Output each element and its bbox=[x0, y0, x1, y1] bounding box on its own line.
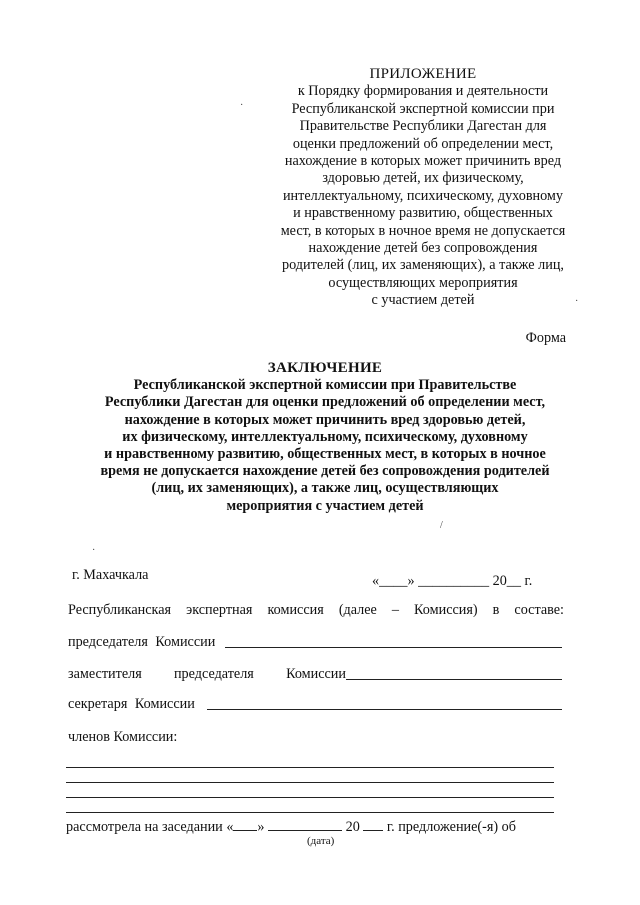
form-label: Форма bbox=[525, 330, 566, 346]
heading-line: (лиц, их заменяющих), а также лиц, осуществляющих bbox=[151, 480, 499, 497]
heading-line: время не допускается нахождение детей без сопровождения родителей bbox=[100, 463, 550, 480]
secretary-field[interactable] bbox=[68, 696, 562, 713]
appendix-line: и нравственному развитию, общественных bbox=[293, 205, 553, 222]
appendix-line: интеллектуальному, психическому, духовному bbox=[282, 187, 564, 204]
appendix-line: здоровью детей, их физическому, bbox=[322, 170, 524, 187]
secretary-label: секретаря Комиссии bbox=[68, 696, 195, 712]
appendix-title: ПРИЛОЖЕНИЕ bbox=[369, 66, 477, 82]
scan-speck: · bbox=[575, 296, 579, 307]
date-caption: (дата) bbox=[307, 835, 335, 847]
members-input-line[interactable] bbox=[66, 767, 554, 768]
scan-speck: · bbox=[92, 545, 96, 556]
heading-line: нахождение в которых может причинить вред здоровью детей, bbox=[124, 411, 526, 428]
deputy-label-word: заместителя bbox=[68, 666, 142, 682]
reviewed-prefix: рассмотрела на заседании « bbox=[66, 819, 234, 835]
scan-speck: · bbox=[240, 100, 244, 111]
scan-speck: / bbox=[440, 520, 443, 531]
heading-line: их физическому, интеллектуальному, психическому, духовному bbox=[122, 428, 528, 445]
date-field[interactable]: «____» __________ 20__ г. bbox=[372, 573, 533, 589]
deputy-label bbox=[68, 666, 346, 683]
heading-line: мероприятия с участием детей bbox=[226, 497, 424, 514]
chair-input-line[interactable] bbox=[225, 646, 562, 648]
appendix-line: осуществляющих мероприятия bbox=[328, 274, 518, 291]
secretary-input-line[interactable] bbox=[207, 708, 562, 710]
reviewed-quote: » bbox=[257, 819, 265, 835]
members-input-line[interactable] bbox=[66, 782, 554, 783]
deputy-label-word: Комиссии bbox=[286, 666, 346, 682]
appendix-line: мест, в которых в ночное время не допускается bbox=[280, 222, 566, 239]
members-input-line[interactable] bbox=[66, 797, 554, 798]
reviewed-suffix: г. предложение(-я) об bbox=[386, 819, 516, 835]
reviewed-line bbox=[66, 818, 558, 836]
chair-field[interactable] bbox=[68, 634, 562, 651]
chair-label: председателя Комиссии bbox=[68, 634, 216, 650]
conclusion-title: ЗАКЛЮЧЕНИЕ bbox=[267, 360, 383, 376]
reviewed-year: 20 bbox=[345, 819, 360, 835]
heading-line: Республиканской экспертной комиссии при Правительстве bbox=[133, 377, 517, 394]
committee-text: Республиканская экспертная комиссия (далее – Комиссия) в составе: bbox=[68, 602, 564, 618]
conclusion-heading bbox=[60, 360, 590, 515]
deputy-label-word: председателя bbox=[173, 666, 254, 682]
year-blank[interactable] bbox=[363, 818, 383, 831]
deputy-field[interactable] bbox=[68, 666, 562, 683]
appendix-line: с участием детей bbox=[371, 292, 475, 309]
month-blank[interactable] bbox=[268, 818, 342, 831]
appendix-line: Республиканской экспертной комиссии при bbox=[291, 100, 555, 117]
appendix-line: нахождение в которых может причинить вред bbox=[284, 153, 562, 170]
appendix-line: оценки предложений об определении мест, bbox=[292, 135, 554, 152]
heading-line: Республики Дагестан для оценки предложений об определении мест, bbox=[104, 394, 546, 411]
appendix-line: родителей (лиц, их заменяющих), а также лиц, bbox=[282, 257, 564, 274]
appendix-line: Правительстве Республики Дагестан для bbox=[299, 118, 547, 135]
members-label: членов Комиссии: bbox=[68, 729, 178, 745]
heading-line: и нравственному развитию, общественных мест, в которых в ночное bbox=[104, 446, 546, 463]
appendix-block bbox=[262, 66, 584, 310]
day-blank[interactable] bbox=[233, 818, 257, 831]
city-label: г. Махачкала bbox=[72, 567, 149, 583]
deputy-input-line[interactable] bbox=[346, 678, 562, 680]
appendix-line: к Порядку формирования и деятельности bbox=[297, 83, 549, 100]
members-input-line[interactable] bbox=[66, 812, 554, 813]
appendix-line: нахождение детей без сопровождения bbox=[308, 240, 538, 257]
